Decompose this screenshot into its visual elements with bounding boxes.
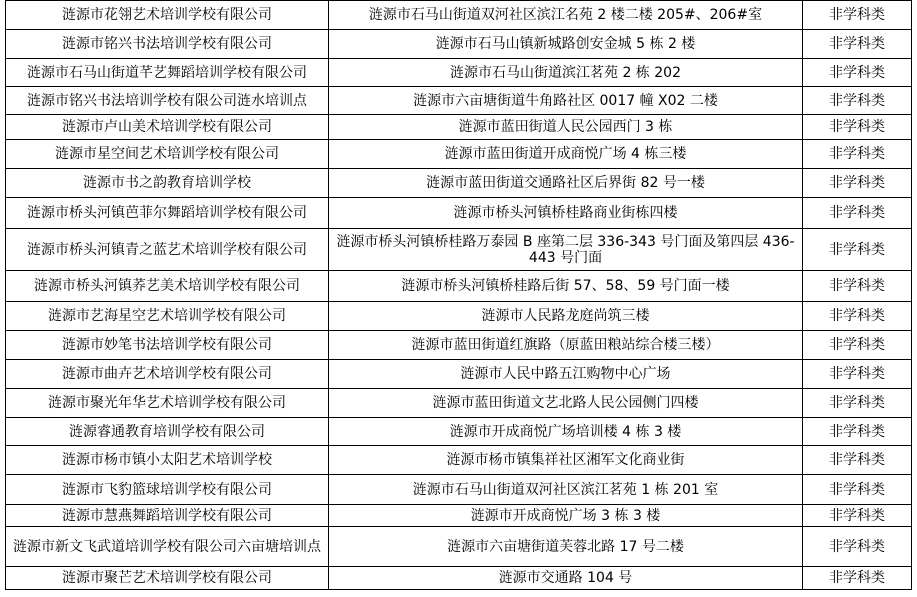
school-address-cell: 涟源市石马山镇新城路创安金城 5 栋 2 楼 [329, 30, 803, 59]
school-category-cell: 非学科类 [803, 59, 912, 87]
school-category-cell: 非学科类 [803, 505, 912, 527]
school-category-cell: 非学科类 [803, 389, 912, 418]
school-name-cell: 涟源市铭兴书法培训学校有限公司 [6, 30, 329, 59]
table-row [6, 229, 912, 271]
table-row [6, 1, 912, 30]
school-address-cell: 涟源市石马山街道滨江茗苑 2 栋 202 [329, 59, 803, 87]
school-address-cell: 涟源市石马山街道双河社区滨江茗苑 1 栋 201 室 [329, 475, 803, 505]
table-row [6, 30, 912, 59]
table-row [6, 331, 912, 360]
school-name-cell: 涟源市妙笔书法培训学校有限公司 [6, 331, 329, 360]
table-row [6, 169, 912, 198]
school-address-cell: 涟源市桥头河镇桥桂路后街 57、58、59 号门面一楼 [329, 271, 803, 302]
school-category-cell: 非学科类 [803, 418, 912, 446]
school-address-cell: 涟源市桥头河镇桥桂路万泰园 B 座第二层 336-343 号门面及第四层 436-443 号门面 [329, 229, 803, 271]
table-row [6, 475, 912, 505]
school-address-cell: 涟源市六亩塘街道芙蓉北路 17 号二楼 [329, 527, 803, 567]
table-row [6, 115, 912, 140]
table-row [6, 567, 912, 590]
school-category-cell: 非学科类 [803, 567, 912, 590]
school-category-cell: 非学科类 [803, 446, 912, 475]
school-category-cell: 非学科类 [803, 229, 912, 271]
school-list-body [6, 1, 912, 590]
school-name-cell: 涟源市桥头河镇芭菲尔舞蹈培训学校有限公司 [6, 198, 329, 229]
school-name-cell: 涟源市慧燕舞蹈培训学校有限公司 [6, 505, 329, 527]
table-row [6, 446, 912, 475]
school-address-cell: 涟源市人民中路五江购物中心广场 [329, 360, 803, 389]
table-row [6, 389, 912, 418]
school-category-cell: 非学科类 [803, 331, 912, 360]
school-category-cell: 非学科类 [803, 302, 912, 331]
school-address-cell: 涟源市蓝田街道交通路社区后界街 82 号一楼 [329, 169, 803, 198]
school-category-cell: 非学科类 [803, 87, 912, 115]
school-address-cell: 涟源市交通路 104 号 [329, 567, 803, 590]
school-category-cell: 非学科类 [803, 198, 912, 229]
school-name-cell: 涟源市花翎艺术培训学校有限公司 [6, 1, 329, 30]
school-category-cell: 非学科类 [803, 115, 912, 140]
school-name-cell: 涟源市聚光年华艺术培训学校有限公司 [6, 389, 329, 418]
school-address-cell: 涟源市开成商悦广场培训楼 4 栋 3 楼 [329, 418, 803, 446]
table-row [6, 198, 912, 229]
school-name-cell: 涟源市星空间艺术培训学校有限公司 [6, 140, 329, 169]
school-address-cell: 涟源市蓝田街道开成商悦广场 4 栋三楼 [329, 140, 803, 169]
table-row [6, 302, 912, 331]
table-row [6, 87, 912, 115]
school-category-cell: 非学科类 [803, 1, 912, 30]
school-address-cell: 涟源市蓝田街道文艺北路人民公园侧门四楼 [329, 389, 803, 418]
school-address-cell: 涟源市人民路龙庭尚筑三楼 [329, 302, 803, 331]
school-address-cell: 涟源市杨市镇集祥社区湘军文化商业街 [329, 446, 803, 475]
table-row [6, 360, 912, 389]
school-address-cell: 涟源市石马山街道双河社区滨江名苑 2 楼二楼 205#、206#室 [329, 1, 803, 30]
school-category-cell: 非学科类 [803, 271, 912, 302]
school-category-cell: 非学科类 [803, 140, 912, 169]
table-row [6, 271, 912, 302]
table-row [6, 418, 912, 446]
school-address-cell: 涟源市开成商悦广场 3 栋 3 楼 [329, 505, 803, 527]
school-address-cell: 涟源市桥头河镇桥桂路商业街栋四楼 [329, 198, 803, 229]
school-name-cell: 涟源市书之韵教育培训学校 [6, 169, 329, 198]
school-name-cell: 涟源市曲卉艺术培训学校有限公司 [6, 360, 329, 389]
school-category-cell: 非学科类 [803, 360, 912, 389]
school-address-cell: 涟源市蓝田街道红旗路（原蓝田粮站综合楼三楼） [329, 331, 803, 360]
school-name-cell: 涟源市石马山街道芊艺舞蹈培训学校有限公司 [6, 59, 329, 87]
school-name-cell: 涟源市铭兴书法培训学校有限公司涟水培训点 [6, 87, 329, 115]
school-name-cell: 涟源市新文飞武道培训学校有限公司六亩塘培训点 [6, 527, 329, 567]
table-row [6, 505, 912, 527]
school-category-cell: 非学科类 [803, 527, 912, 567]
school-category-cell: 非学科类 [803, 475, 912, 505]
school-address-cell: 涟源市六亩塘街道牛角路社区 0017 幢 X02 二楼 [329, 87, 803, 115]
school-category-cell: 非学科类 [803, 30, 912, 59]
school-name-cell: 涟源市艺海星空艺术培训学校有限公司 [6, 302, 329, 331]
school-name-cell: 涟源市卢山美术培训学校有限公司 [6, 115, 329, 140]
school-name-cell: 涟源市杨市镇小太阳艺术培训学校 [6, 446, 329, 475]
school-category-cell: 非学科类 [803, 169, 912, 198]
school-name-cell: 涟源市桥头河镇青之蓝艺术培训学校有限公司 [6, 229, 329, 271]
school-address-cell: 涟源市蓝田街道人民公园西门 3 栋 [329, 115, 803, 140]
table-row [6, 59, 912, 87]
table-row [6, 140, 912, 169]
school-name-cell: 涟源市飞豹篮球培训学校有限公司 [6, 475, 329, 505]
school-name-cell: 涟源市聚芒艺术培训学校有限公司 [6, 567, 329, 590]
school-list-table [5, 0, 912, 590]
table-row [6, 527, 912, 567]
school-name-cell: 涟源市桥头河镇荞艺美术培训学校有限公司 [6, 271, 329, 302]
school-name-cell: 涟源睿通教育培训学校有限公司 [6, 418, 329, 446]
